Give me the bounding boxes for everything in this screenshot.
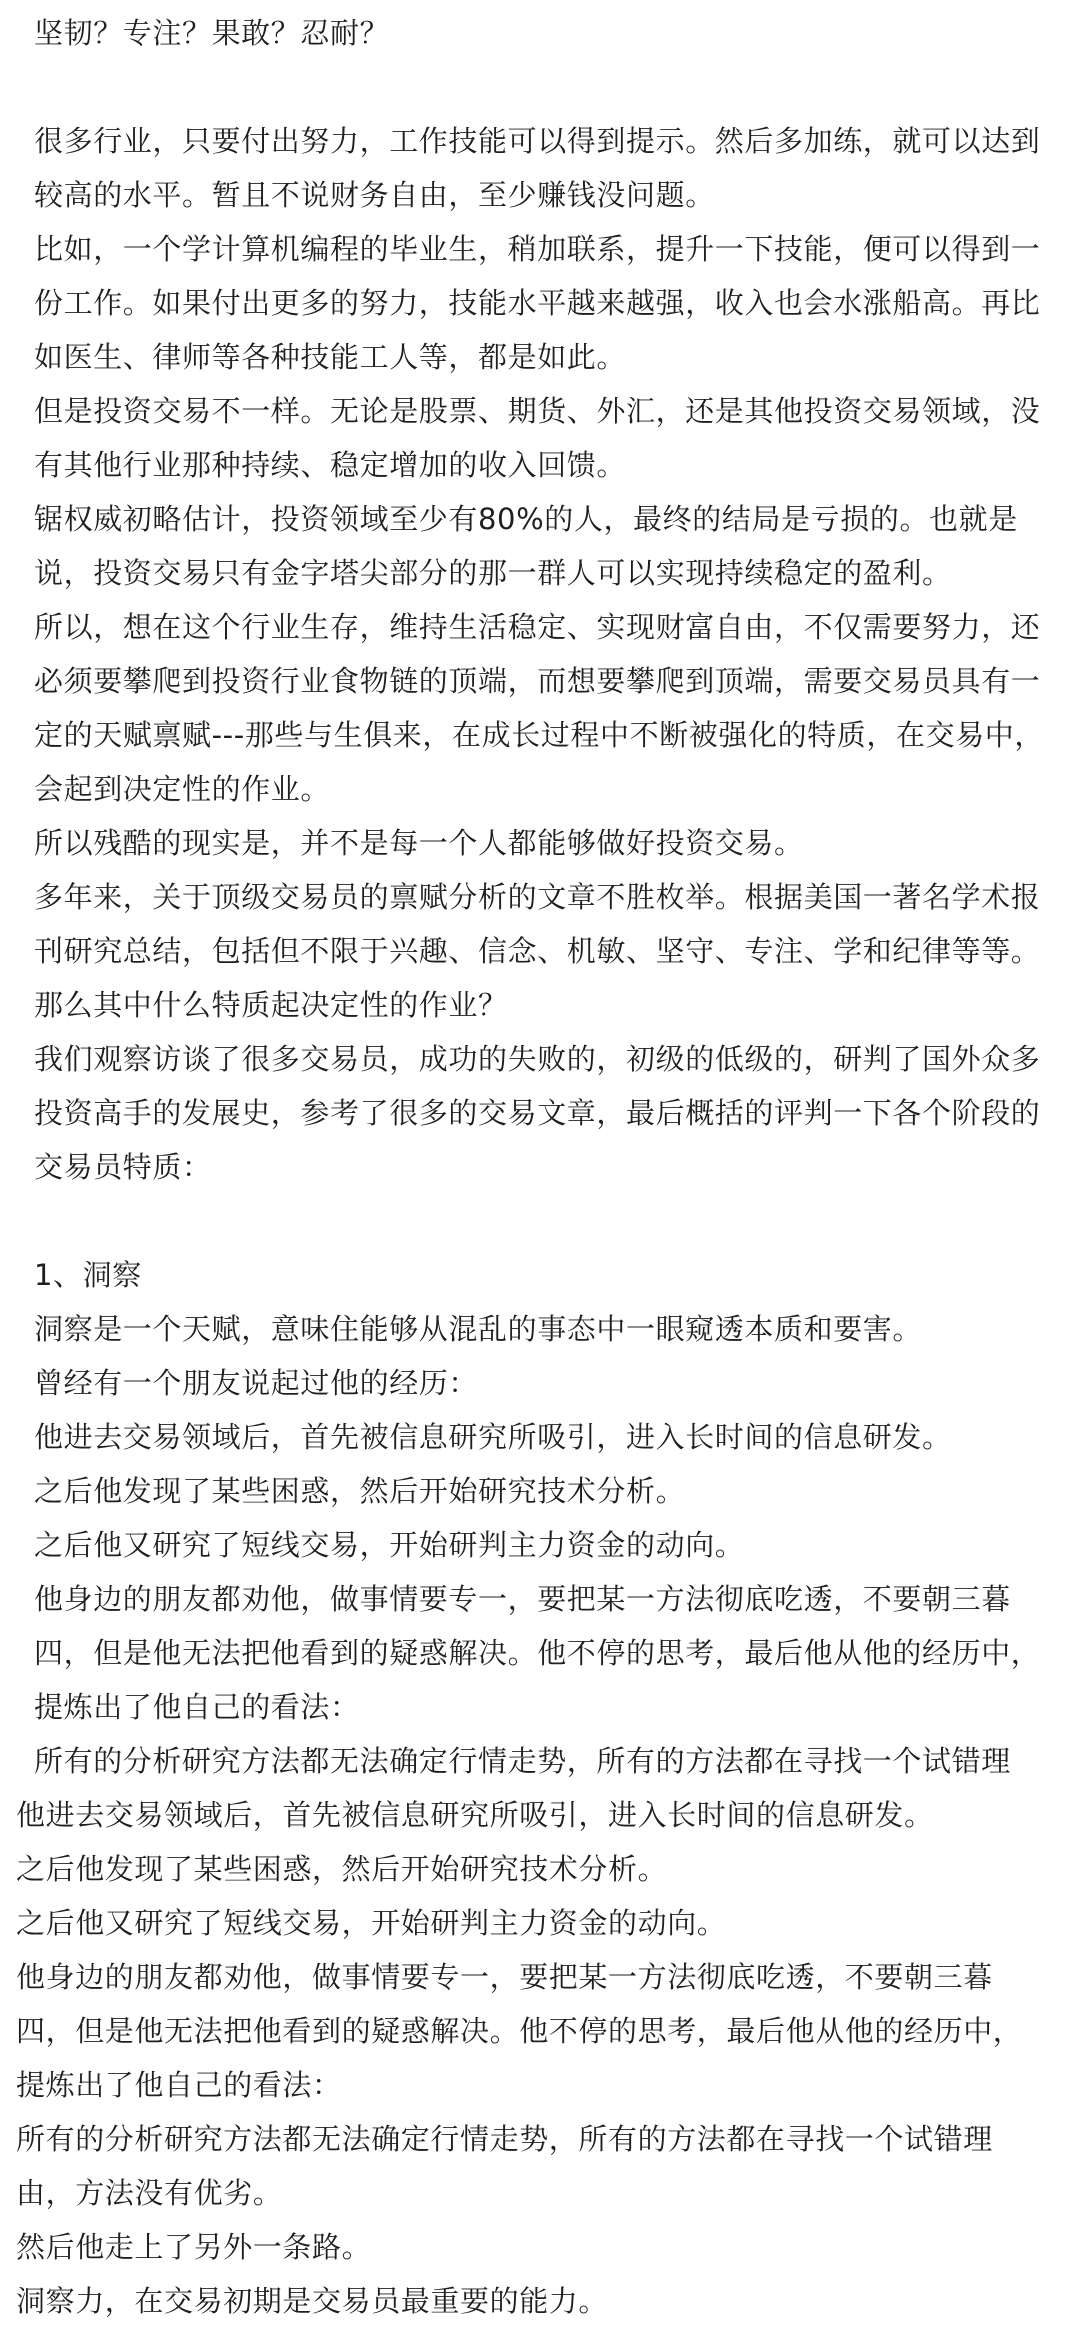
paragraph: 那么其中什么特质起决定性的作业？ [34, 988, 508, 1022]
paragraph: 然后他走上了另外一条路。 [16, 2230, 372, 2264]
paragraph: 之后他又研究了短线交易，开始研判主力资金的动向。 [34, 1528, 745, 1562]
paragraph: 但是投资交易不一样。无论是股票、期货、外汇，还是其他投资交易领域，没有其他行业那种持续、稳定增加的收入回馈。 [34, 394, 1041, 482]
paragraph: 锯权威初略估计，投资领域至少有80%的人，最终的结局是亏损的。也就是说，投资交易只有金字塔尖部分的那一群人可以实现持续稳定的盈利。 [34, 502, 1018, 590]
paragraph: 之后他发现了某些困惑，然后开始研究技术分析。 [16, 1852, 668, 1886]
paragraph: 我们观察访谈了很多交易员，成功的失败的，初级的低级的，研判了国外众多投资高手的发展史，参考了很多的交易文章，最后概括的评判一下各个阶段的交易员特质： [34, 1042, 1041, 1184]
paragraph: 所以残酷的现实是，并不是每一个人都能够做好投资交易。 [34, 826, 804, 860]
paragraph: 所以，想在这个行业生存，维持生活稳定、实现财富自由，不仅需要努力，还必须要攀爬到投资行业食物链的顶端，而想要攀爬到顶端，需要交易员具有一定的天赋禀赋---那些与生俱来，在成长过程中不断被强化的特质，在交易中，会起到决定性的作业。 [34, 610, 1044, 806]
paragraph: 他身边的朋友都劝他，做事情要专一，要把某一方法彻底吃透，不要朝三暮四，但是他无法把他看到的疑惑解决。他不停的思考，最后他从他的经历中，提炼出了他自己的看法： [16, 1960, 1023, 2102]
paragraph: 洞察是一个天赋，意味住能够从混乱的事态中一眼窥透本质和要害。 [34, 1312, 923, 1346]
paragraph: 曾经有一个朋友说起过他的经历： [34, 1366, 479, 1400]
article-title: 坚韧？专注？果敢？忍耐？ [34, 16, 390, 50]
paragraph: 比如，一个学计算机编程的毕业生，稍加联系，提升一下技能，便可以得到一份工作。如果付出更多的努力，技能水平越来越强，收入也会水涨船高。再比如医生、律师等各种技能工人等，都是如此。 [34, 232, 1041, 374]
section-heading: 1、洞察 [34, 1258, 142, 1292]
paragraph: 之后他又研究了短线交易，开始研判主力资金的动向。 [16, 1906, 727, 1940]
paragraph: 所有的分析研究方法都无法确定行情走势，所有的方法都在寻找一个试错理由，方法没有优劣。 [16, 2122, 993, 2210]
paragraph: 之后他发现了某些困惑，然后开始研究技术分析。 [34, 1474, 686, 1508]
paragraph: 所有的分析研究方法都无法确定行情走势，所有的方法都在寻找一个试错理 [34, 1744, 1011, 1778]
paragraph: 他进去交易领域后，首先被信息研究所吸引，进入长时间的信息研发。 [16, 1798, 934, 1832]
paragraph: 洞察力，在交易初期是交易员最重要的能力。 [16, 2284, 609, 2318]
paragraph: 他身边的朋友都劝他，做事情要专一，要把某一方法彻底吃透，不要朝三暮四，但是他无法把他看到的疑惑解决。他不停的思考，最后他从他的经历中，提炼出了他自己的看法： [34, 1582, 1041, 1724]
paragraph: 很多行业，只要付出努力，工作技能可以得到提示。然后多加练，就可以达到较高的水平。暂且不说财务自由，至少赚钱没问题。 [34, 124, 1041, 212]
blank-line [0, 60, 1080, 114]
blank-line [0, 1194, 1080, 1248]
paragraph: 他进去交易领域后，首先被信息研究所吸引，进入长时间的信息研发。 [34, 1420, 952, 1454]
paragraph: 多年来，关于顶级交易员的禀赋分析的文章不胜枚举。根据美国一著名学术报刊研究总结，包括但不限于兴趣、信念、机敏、坚守、专注、学和纪律等等。 [34, 880, 1041, 968]
